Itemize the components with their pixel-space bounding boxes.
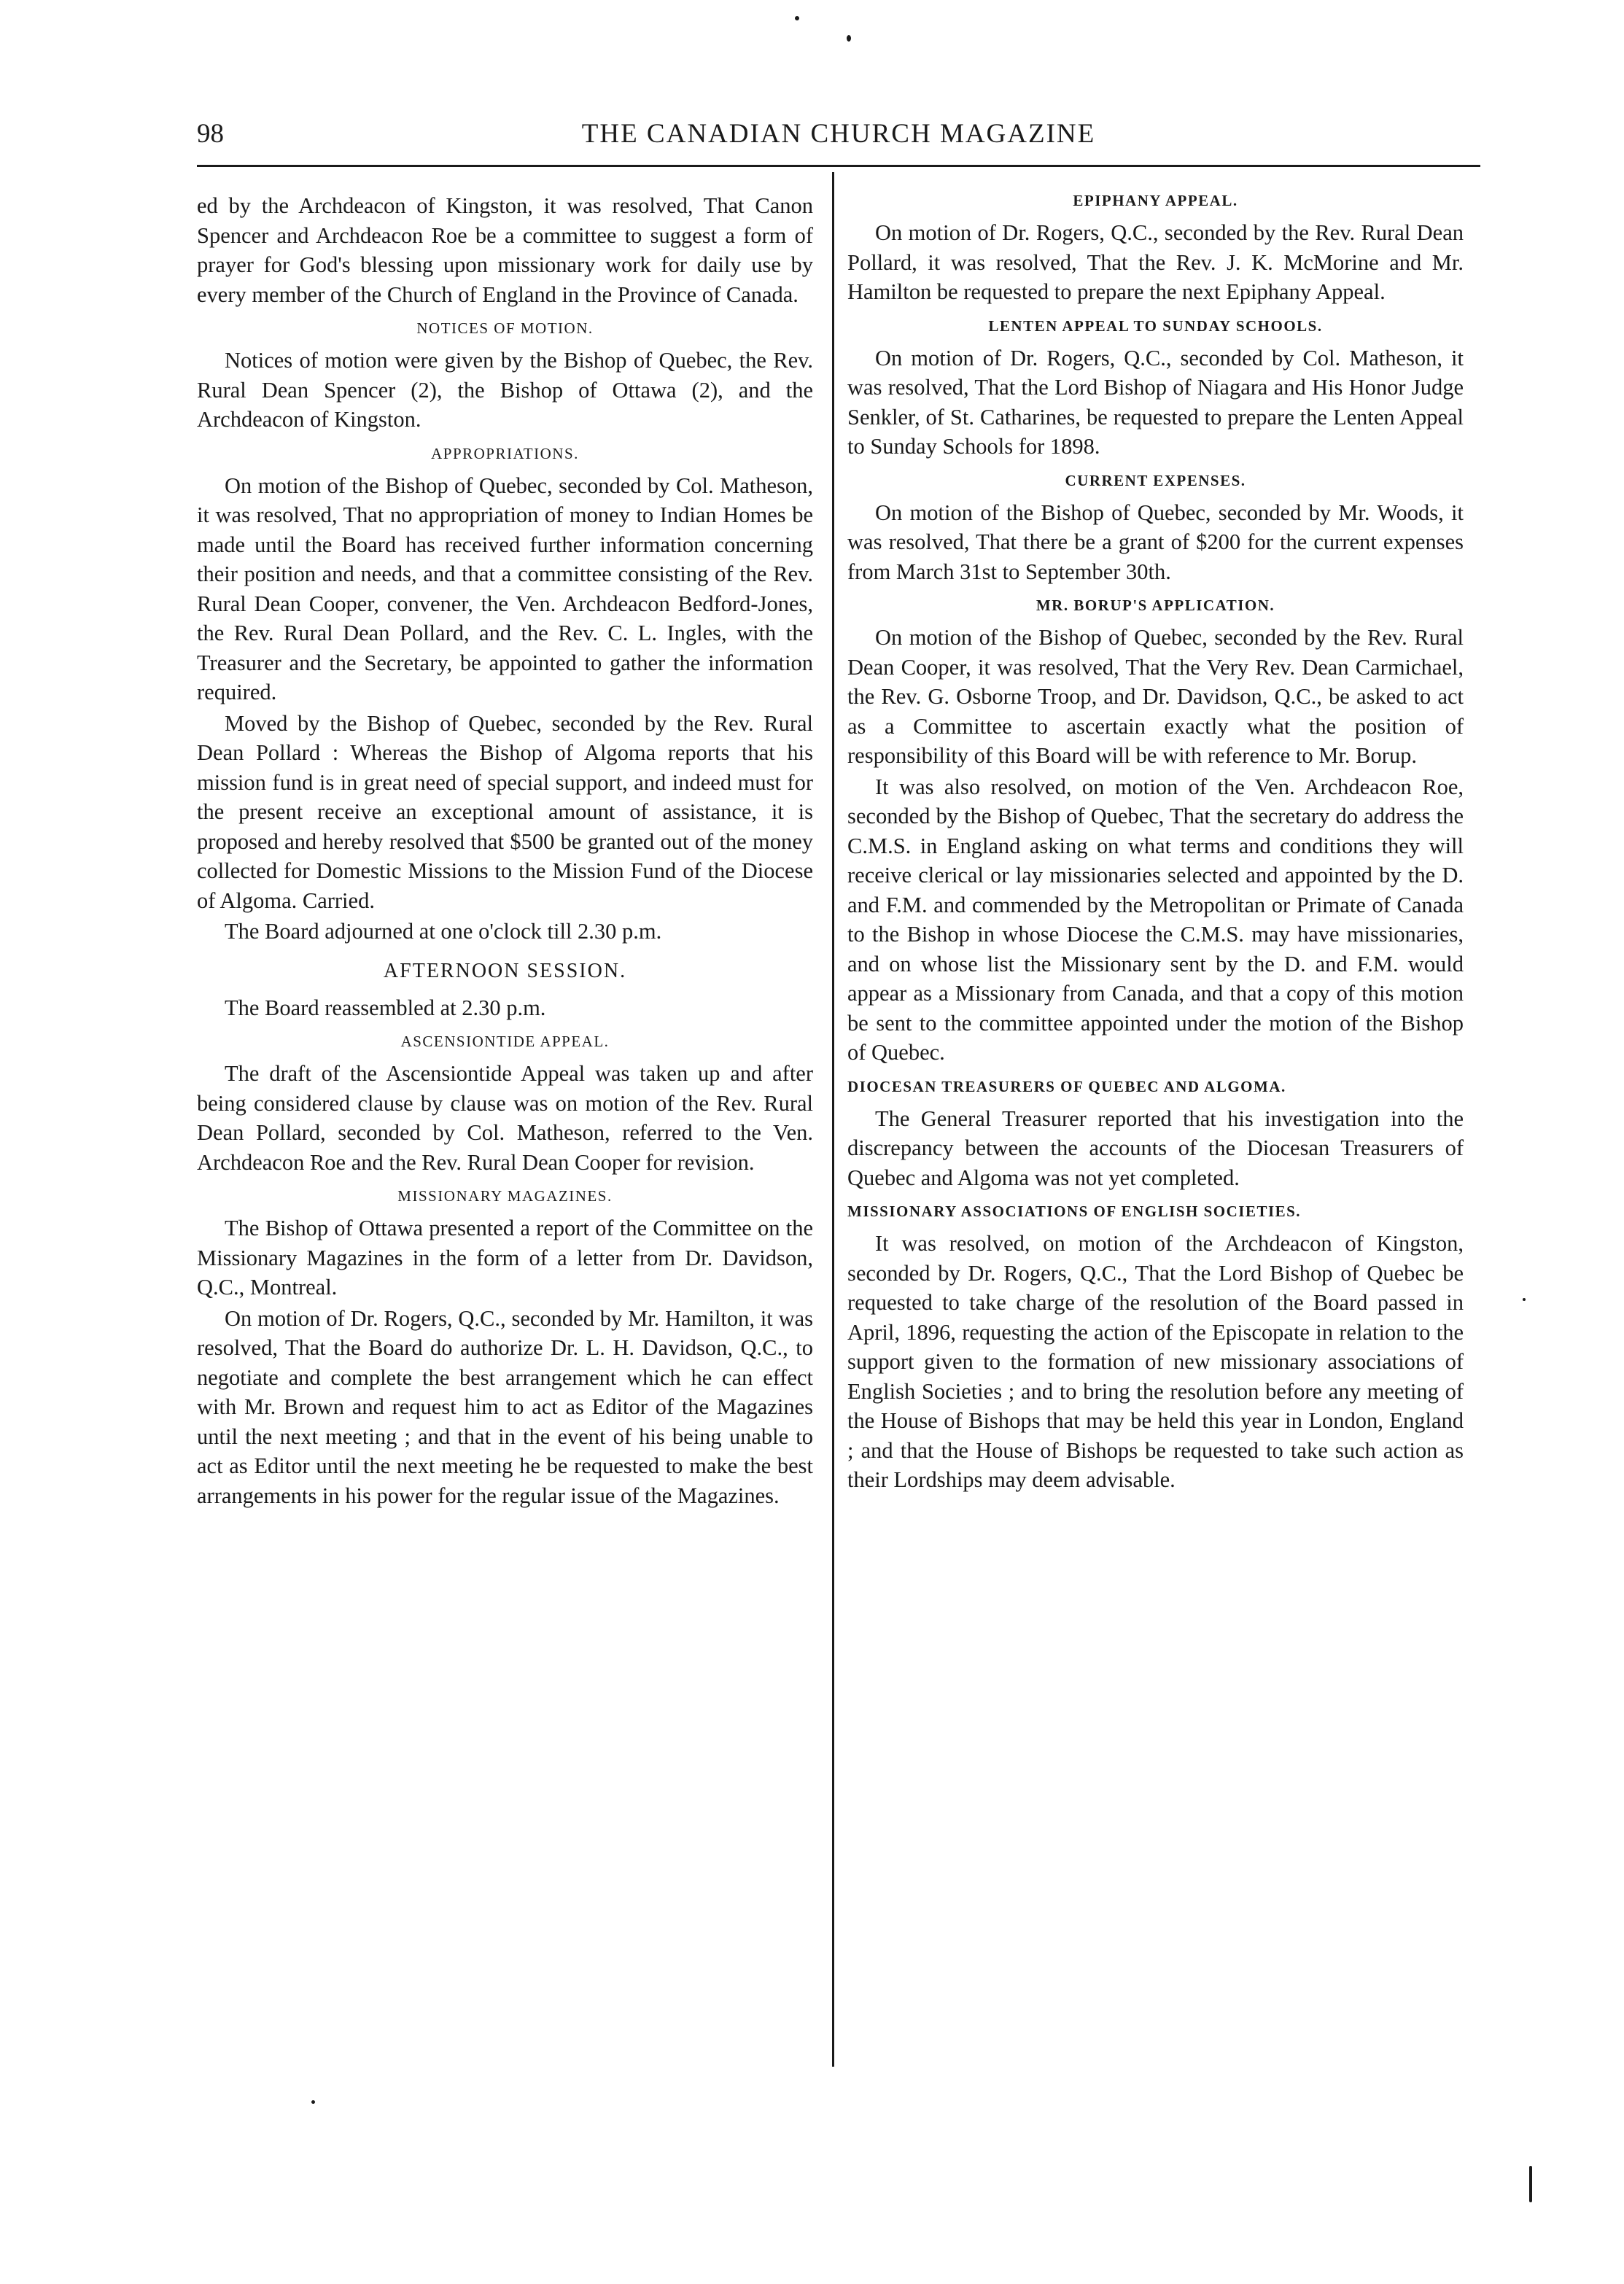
paragraph: On motion of the Bishop of Quebec, seconded by the Rev. Rural Dean Cooper, it was resolved, That the Very Rev. Dean Carmichael, the Rev. G. Osborne Troop, and Dr. Davidson, Q.C., be asked to act as a Committee to ascertain exactly what the position of responsibility of this Board will be with reference to Mr. Borup. [847,625,1464,768]
section-heading: APPROPRIATIONS. [431,444,579,462]
paragraph: It was resolved, on motion of the Archdeacon of Kingston, seconded by Dr. Rogers, Q.C., That the Lord Bishop of Quebec be requested to take charge of the resolution of the Board passed in April, 1896, requesting the action of the Episcopate in relation to the support given to the formation of new missionary associations of English Societies ; and to bring the resolution before any meeting of the House of Bishops that may be held this year in London, England ; and that the House of Bishops be requested to take such action as their Lordships may deem advisable. [847,1231,1464,1492]
paragraph: ed by the Archdeacon of Kingston, it was resolved, That Canon Spencer and Archdeacon Roe be a committee to suggest a form of prayer for God's blessing upon missionary work for daily use by every member of the Church of England in the Province of Canada. [197,193,813,307]
paragraph: On motion of Dr. Rogers, Q.C., seconded by the Rev. Rural Dean Pollard, it was resolved, That the Rev. J. K. McMorine and Mr. Hamilton be requested to prepare the next Epiphany Appeal. [847,220,1464,304]
paragraph: Moved by the Bishop of Quebec, seconded by the Rev. Rural Dean Pollard : Whereas the Bishop of Algoma reports that his mission fund is in great need of special support, and indeed must for the present receive an exceptional amount of assistance, it is proposed and hereby resolved that $500 be granted out of the money collected for Domestic Missions to the Mission Fund of the Diocese of Algoma. Carried. [197,710,813,913]
right-column [847,191,1464,1496]
ink-speck [795,16,799,20]
header-rule [197,165,1480,167]
ink-speck [311,2100,315,2104]
paragraph: The Board reassembled at 2.30 p.m. [225,995,546,1020]
page-header [197,115,1480,166]
paragraph: The Bishop of Ottawa presented a report of the Committee on the Missionary Magazines in the form of a letter from Dr. Davidson, Q.C., Montreal. [197,1216,813,1300]
section-heading: AFTERNOON SESSION. [383,959,627,982]
column-divider [832,172,834,2067]
paragraph: The Board adjourned at one o'clock till 2.30 p.m. [225,919,662,944]
paragraph: It was also resolved, on motion of the Ven. Archdeacon Roe, seconded by the Bishop of Quebec, That the secretary do address the C.M.S. in England asking on what terms and conditions they will receive clerical or lay missionaries selected and appointed by the D. and F.M. and commended by the Metropolitan or Primate of Canada to the Bishop in whose Diocese the C.M.S. may have missionaries, and on whose list the Missionary sent by the D. and F.M. would appear as a Missionary from Canada, and that a copy of this motion be sent to the committee appointed under the motion of the Bishop of Quebec. [847,774,1464,1065]
ink-speck [847,35,851,42]
section-heading: MISSIONARY MAGAZINES. [397,1187,613,1205]
section-heading: EPIPHANY APPEAL. [1073,192,1238,209]
section-heading: CURRENT EXPENSES. [1065,471,1246,489]
paragraph: The draft of the Ascensiontide Appeal was taken up and after being considered clause by clause was on motion of the Rev. Rural Dean Pollard, seconded by Col. Matheson, referred to the Ven. Archdeacon Roe and the Rev. Rural Dean Cooper for revision. [197,1061,813,1175]
section-heading: DIOCESAN TREASURERS OF QUEBEC AND ALGOMA. [847,1077,1286,1095]
section-heading: LENTEN APPEAL TO SUNDAY SCHOOLS. [988,316,1323,335]
running-title: THE CANADIAN CHURCH MAGAZINE [581,119,1096,149]
paragraph: The General Treasurer reported that his investigation into the discrepancy between the accounts of the Diocesan Treasurers of Quebec and Algoma was not yet completed. [847,1106,1464,1190]
section-heading: ASCENSIONTIDE APPEAL. [400,1033,610,1050]
paragraph: On motion of Dr. Rogers, Q.C., seconded by Mr. Hamilton, it was resolved, That the Board do authorize Dr. L. H. Davidson, Q.C., to negotiate and complete the best arrangement which he can effect with Mr. Brown and request him to act as Editor of the Magazines until the next meeting ; and that in the event of his being unable to act as Editor until the next meeting he be requested to make the best arrangements in his power for the regular issue of the Magazines. [197,1305,813,1508]
section-heading: NOTICES OF MOTION. [416,319,594,337]
section-heading: MR. BORUP'S APPLICATION. [1036,597,1275,614]
paragraph: On motion of Dr. Rogers, Q.C., seconded by Col. Matheson, it was resolved, That the Lord Bishop of Niagara and His Honor Judge Senkler, of St. Catharines, be requested to prepare the Lenten Appeal to Sunday Schools for 1898. [847,345,1464,459]
paragraph: On motion of the Bishop of Quebec, seconded by Col. Matheson, it was resolved, That no appropriation of money to Indian Homes be made until the Board has received further information concerning their position and needs, and that a committee consisting of the Rev. Rural Dean Cooper, convener, the Ven. Archdeacon Bedford-Jones, the Rev. Rural Dean Pollard, and the Rev. C. L. Ingles, with the Treasurer and the Secretary, be appointed to gather the information required. [197,473,813,704]
section-heading: MISSIONARY ASSOCIATIONS OF ENGLISH SOCIETIES. [847,1203,1302,1220]
paragraph: Notices of motion were given by the Bishop of Quebec, the Rev. Rural Dean Spencer (2), the Bishop of Ottawa (2), and the Archdeacon of Kingston. [197,348,813,432]
paragraph: On motion of the Bishop of Quebec, seconded by Mr. Woods, it was resolved, That there be a grant of $200 for the current expenses from March 31st to September 30th. [847,500,1464,584]
ink-speck [1523,1298,1526,1301]
left-column [197,191,813,1512]
page-number: 98 [197,119,224,149]
ink-speck [1529,2166,1532,2202]
